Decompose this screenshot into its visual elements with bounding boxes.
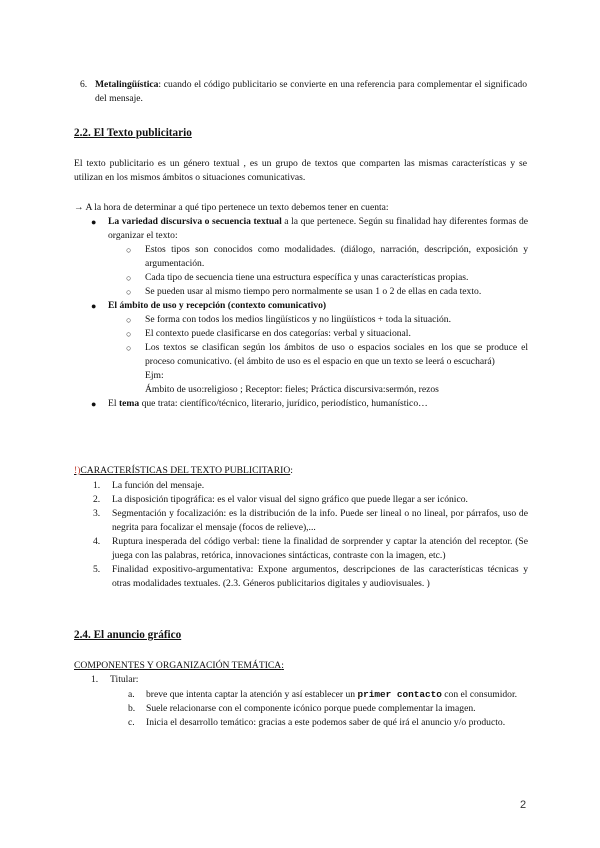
caracteristicas-heading — [74, 464, 293, 478]
list-text: Finalidad expositivo-argumentativa: Expone argumentos, descripciones de las características técnicas y otras modalidades textuales. (2.3. Géneros publicitarios digitales y audiovisuales. ) — [112, 564, 528, 589]
term-bold: Metalingüística — [95, 79, 159, 90]
circle-bullet-icon: ○ — [126, 329, 132, 339]
bullet-text: que trata: científico/técnico, literario, jurídico, periodístico, humanístico… — [139, 398, 428, 409]
item-text: Suele relacionarse con el componente icónico porque puede complementar la imagen. — [146, 703, 476, 714]
bullet-dot-icon: ● — [91, 217, 97, 227]
titular-item — [91, 673, 139, 687]
sub-item — [126, 243, 528, 271]
bullet-bold: tema — [118, 398, 140, 409]
sub-item — [126, 313, 528, 327]
bullet-list — [91, 215, 528, 411]
bullet-bold: La variedad discursiva o secuencia textual — [108, 216, 282, 227]
arrow-line: → A la hora de determinar a qué tipo pertenece un texto debemos tener en cuenta: — [74, 202, 389, 213]
list-text: Ruptura inesperada del código verbal: tiene la finalidad de sorprender y captar la atención del receptor. (Se juega con las palabras, retórica, innovaciones sintácticas, contraste con la imagen, etc.) — [112, 536, 528, 561]
example-text: Ámbito de uso:religioso ; Receptor: fieles; Práctica discursiva:sermón, rezos — [145, 384, 439, 395]
list-item — [93, 479, 528, 493]
list-number: 2. — [93, 494, 101, 505]
list-number: 1. — [93, 480, 101, 491]
list-number: 4. — [93, 536, 101, 547]
heading-text: CARACTERÍSTICAS DEL TEXTO PUBLICITARIO — [80, 465, 291, 476]
sub-text: Estos tipos son conocidos como modalidades. (diálogo, narración, descripción, exposición y argumentación. — [145, 244, 528, 269]
intro-paragraph: El texto publicitario es un género textual , es un grupo de textos que comparten las mismas características y se utilizan en los mismos ámbitos o situaciones comunicativas. — [74, 158, 527, 183]
letter-marker: b. — [128, 703, 136, 714]
section-heading-2-2: 2.2. El Texto publicitario — [74, 127, 192, 139]
list-item-metalinguistica — [80, 78, 527, 106]
sub-item — [126, 271, 528, 285]
list-item — [93, 507, 528, 535]
circle-bullet-icon: ○ — [126, 245, 132, 255]
sub-text: Los textos se clasifican según los ámbitos de uso o espacios sociales en los que se produce el proceso comunicativo. (el ámbito de uso es el espacio en que un texto se leerá o escuchará) — [145, 342, 528, 367]
bullet-item-ambito — [91, 299, 528, 313]
circle-bullet-icon: ○ — [126, 343, 132, 353]
bullet-bold: El ámbito de uso y recepción (contexto comunicativo) — [108, 300, 327, 311]
list-item — [93, 493, 528, 507]
example-label: Ejm: — [145, 370, 164, 381]
bullet-dot-icon: ● — [91, 399, 97, 409]
item-text: Inicia el desarrollo temático: gracias a este podemos saber de qué irá el anuncio y/o producto. — [146, 717, 506, 728]
sub-text: Cada tipo de secuencia tiene una estructura específica y unas características propias. — [145, 272, 469, 283]
bullet-text-pre: El — [108, 398, 119, 409]
list-number: 1. — [91, 674, 99, 685]
sublist-item-c — [128, 716, 528, 730]
sub-item — [126, 285, 528, 299]
heading-colon: : — [290, 465, 293, 476]
bullet-item-variedad — [91, 215, 528, 243]
list-text: Segmentación y focalización: es la distribución de la info. Puede ser lineal o no lineal, por párrafos, uso de negrita para focalizar el mensaje (focos de relieve),... — [112, 508, 528, 533]
letter-marker: a. — [128, 689, 135, 700]
heading-text: COMPONENTES Y ORGANIZACIÓN TEMÁTICA — [74, 660, 282, 671]
componentes-heading — [74, 659, 284, 673]
bold-term: primer contacto — [357, 689, 442, 700]
bullet-dot-icon: ● — [91, 301, 97, 311]
sub-item — [126, 327, 528, 341]
sub-item — [126, 341, 528, 397]
list-number: 6. — [80, 79, 88, 90]
circle-bullet-icon: ○ — [126, 287, 132, 297]
list-item — [93, 535, 528, 563]
item-text: : cuando el código publicitario se convierte en una referencia para complementar el significado del mensaje. — [95, 79, 527, 104]
sub-text: Se pueden usar al mismo tiempo pero normalmente se usan 1 o 2 de ellas en cada texto. — [145, 286, 482, 297]
sub-text: Se forma con todos los medios lingüísticos y no lingüísticos + toda la situación. — [145, 314, 451, 325]
bullet-item-tema — [91, 397, 528, 411]
item-text-pre: breve que intenta captar la atención y así establecer un — [146, 689, 358, 700]
warning-mark: !) — [74, 465, 81, 476]
sublist-item-b — [128, 702, 528, 716]
list-text: La disposición tipográfica: es el valor visual del signo gráfico que puede llegar a ser icónico. — [112, 494, 468, 505]
letter-marker: c. — [128, 717, 135, 728]
list-number: 5. — [93, 564, 101, 575]
titular-label: Titular: — [110, 674, 139, 685]
section-heading-2-4: 2.4. El anuncio gráfico — [74, 629, 182, 641]
circle-bullet-icon: ○ — [126, 273, 132, 283]
page-number: 2 — [520, 799, 527, 811]
caracteristicas-list — [93, 479, 528, 591]
bullet-text: a la que pertenece. Según su finalidad hay diferentes formas de organizar el texto: — [108, 216, 528, 241]
sub-text: El contexto puede clasificarse en dos categorías: verbal y situacional. — [145, 328, 411, 339]
list-number: 3. — [93, 508, 101, 519]
titular-sublist — [128, 688, 528, 730]
heading-colon: : — [281, 660, 284, 671]
list-text: La función del mensaje. — [112, 480, 205, 491]
item-text-post: con el consumidor. — [441, 689, 518, 700]
list-item — [93, 563, 528, 591]
circle-bullet-icon: ○ — [126, 315, 132, 325]
sublist-item-a — [128, 688, 528, 702]
